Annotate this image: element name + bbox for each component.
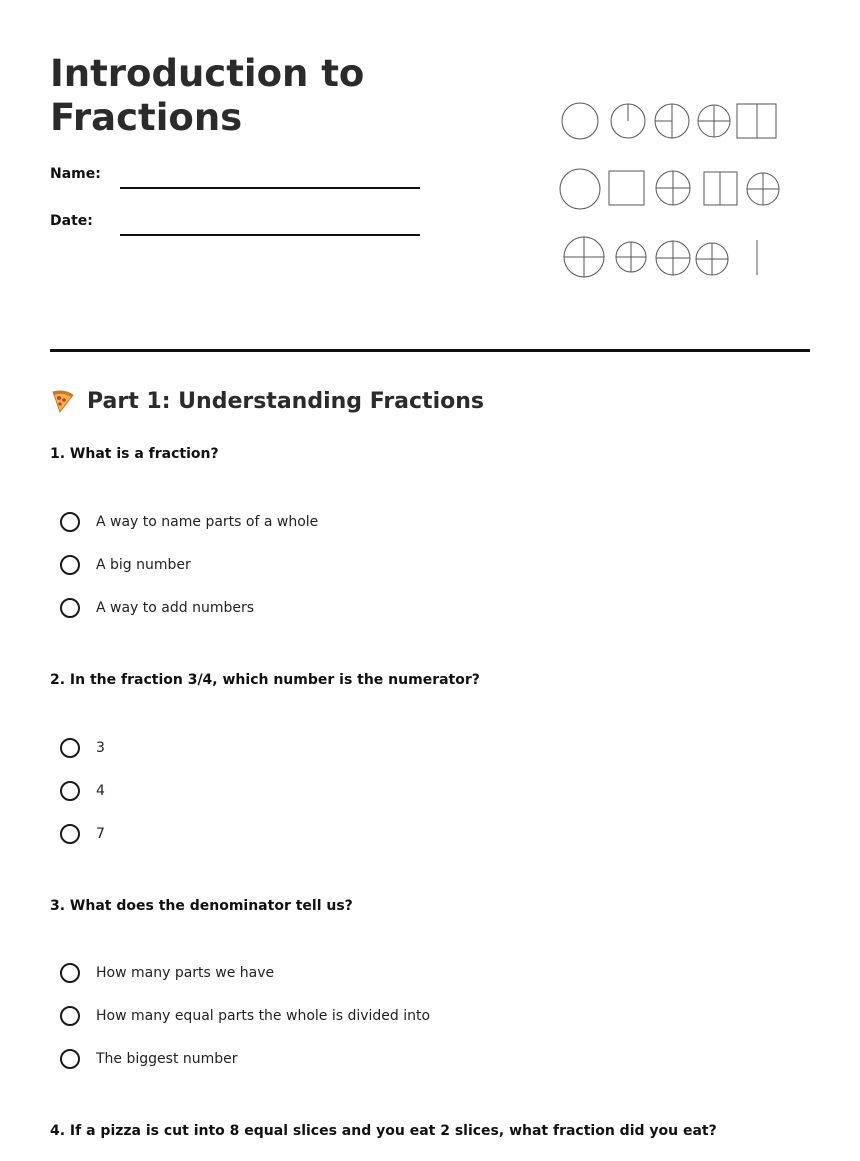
option-label: A big number (96, 557, 191, 573)
question-1: 1. What is a fraction? (50, 446, 219, 462)
question-3: 3. What does the denominator tell us? (50, 898, 353, 914)
option-label: A way to name parts of a whole (96, 514, 319, 530)
option-label: 7 (96, 826, 105, 842)
q1-option-2[interactable] (60, 555, 191, 575)
question-4: 4. If a pizza is cut into 8 equal slices and you eat 2 slices, what fraction did you eat? (50, 1123, 717, 1139)
radio-button[interactable] (60, 598, 80, 618)
q3-option-3[interactable] (60, 1049, 238, 1069)
radio-button[interactable] (60, 781, 80, 801)
option-label: 4 (96, 783, 105, 799)
option-label: How many parts we have (96, 965, 275, 981)
section-divider (50, 349, 810, 352)
date-field-line[interactable] (120, 234, 420, 236)
q3-option-2[interactable] (60, 1006, 430, 1026)
q2-option-3[interactable] (60, 824, 105, 844)
worksheet-title: Introduction to Fractions (50, 52, 365, 139)
option-label: 3 (96, 740, 105, 756)
radio-button[interactable] (60, 555, 80, 575)
q3-option-1[interactable] (60, 963, 274, 983)
q1-option-1[interactable] (60, 512, 318, 532)
pizza-icon (50, 388, 76, 414)
section-title: Part 1: Understanding Fractions (87, 388, 484, 414)
section-heading (50, 388, 484, 414)
q1-option-3[interactable] (60, 598, 254, 618)
name-field-line[interactable] (120, 187, 420, 189)
radio-button[interactable] (60, 963, 80, 983)
option-label: How many equal parts the whole is divided into (96, 1008, 431, 1024)
name-label: Name: (50, 166, 101, 182)
date-label: Date: (50, 213, 93, 229)
radio-button[interactable] (60, 738, 80, 758)
question-2: 2. In the fraction 3/4, which number is the numerator? (50, 672, 480, 688)
q2-option-1[interactable] (60, 738, 105, 758)
option-label: The biggest number (96, 1051, 238, 1067)
radio-button[interactable] (60, 512, 80, 532)
radio-button[interactable] (60, 1049, 80, 1069)
fraction-shapes-icon (555, 96, 795, 286)
radio-button[interactable] (60, 824, 80, 844)
q2-option-2[interactable] (60, 781, 105, 801)
radio-button[interactable] (60, 1006, 80, 1026)
option-label: A way to add numbers (96, 600, 255, 616)
